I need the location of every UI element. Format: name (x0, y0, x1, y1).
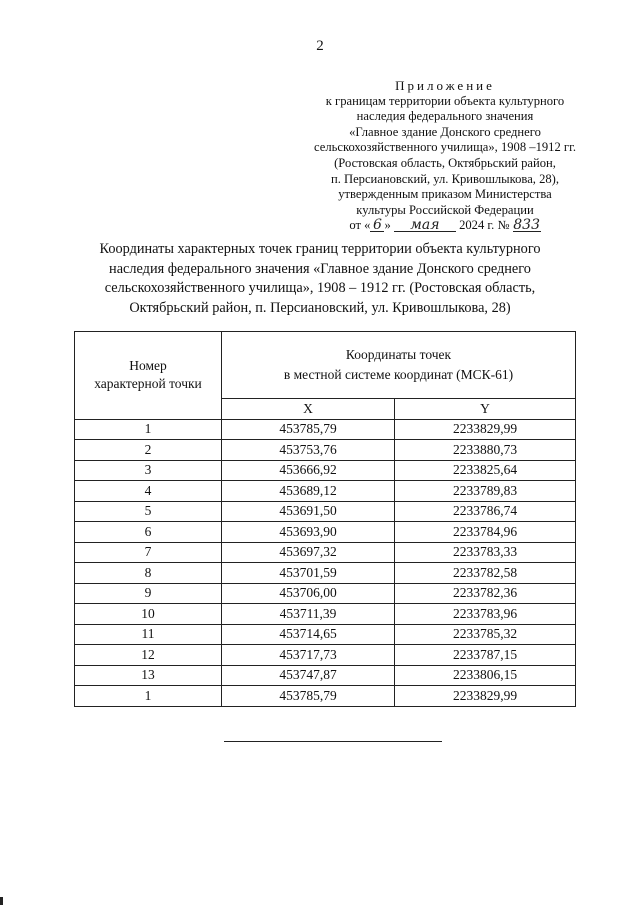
cell-point-number: 4 (75, 481, 222, 502)
page-number: 2 (316, 38, 324, 54)
cell-point-number: 3 (75, 460, 222, 481)
document-title (60, 240, 580, 318)
cell-x: 453666,92 (222, 460, 395, 481)
title-line: наследия федерального значения «Главное здание Донского среднего (109, 260, 531, 277)
table-row (75, 542, 576, 563)
cell-point-number: 7 (75, 542, 222, 563)
cell-y: 2233786,74 (395, 501, 576, 522)
cell-x: 453717,73 (222, 645, 395, 666)
cell-point-number: 5 (75, 501, 222, 522)
cell-y: 2233782,36 (395, 583, 576, 604)
table-row (75, 604, 576, 625)
table-row (75, 686, 576, 707)
cell-y: 2233829,99 (395, 686, 576, 707)
appendix-line: сельскохозяйственного училища», 1908 –1912 гг. (314, 140, 576, 155)
appendix-line: утвержденным приказом Министерства (338, 187, 552, 202)
header-x: X (222, 399, 395, 420)
table-row (75, 440, 576, 461)
header-number-line: Номер (129, 358, 167, 374)
title-line: Координаты характерных точек границ территории объекта культурного (99, 241, 541, 257)
appendix-block (300, 78, 590, 234)
cell-x: 453697,32 (222, 542, 395, 563)
header-coordinates (222, 332, 576, 399)
header-coords-line: в местной системе координат (МСК-61) (283, 367, 514, 382)
appendix-line: п. Персиановский, ул. Кривошлыкова, 28), (330, 171, 560, 186)
table-row (75, 460, 576, 481)
cell-x: 453701,59 (222, 563, 395, 584)
order-prefix: от « (349, 218, 371, 233)
order-quote-close: » (384, 218, 391, 233)
table-row (75, 563, 576, 584)
cell-y: 2233880,73 (395, 440, 576, 461)
cell-x: 453706,00 (222, 583, 395, 604)
table-row (75, 665, 576, 686)
cell-y: 2233789,83 (395, 481, 576, 502)
cell-point-number: 11 (75, 624, 222, 645)
cell-x: 453711,39 (222, 604, 395, 625)
appendix-heading: Приложение (395, 78, 495, 93)
end-divider (224, 741, 442, 742)
table-row (75, 583, 576, 604)
appendix-line: культуры Российской Федерации (356, 202, 534, 217)
cell-y: 2233783,96 (395, 604, 576, 625)
table-row (75, 481, 576, 502)
coordinates-table (74, 331, 576, 707)
cell-point-number: 9 (75, 583, 222, 604)
cell-point-number: 12 (75, 645, 222, 666)
header-point-number (75, 332, 222, 420)
cell-y: 2233784,96 (395, 522, 576, 543)
cell-y: 2233806,15 (395, 665, 576, 686)
header-y: Y (395, 399, 576, 420)
cell-x: 453689,12 (222, 481, 395, 502)
header-coords-line: Координаты точек (345, 347, 452, 362)
scan-mark (0, 897, 3, 905)
cell-point-number: 6 (75, 522, 222, 543)
cell-point-number: 1 (75, 419, 222, 440)
table-row (75, 645, 576, 666)
cell-y: 2233782,58 (395, 563, 576, 584)
cell-x: 453785,79 (222, 419, 395, 440)
order-line (300, 218, 590, 234)
cell-point-number: 8 (75, 563, 222, 584)
cell-point-number: 1 (75, 686, 222, 707)
cell-y: 2233829,99 (395, 419, 576, 440)
appendix-line: «Главное здание Донского среднего (349, 124, 541, 139)
cell-y: 2233825,64 (395, 460, 576, 481)
order-number: 833 (513, 217, 540, 234)
cell-x: 453714,65 (222, 624, 395, 645)
cell-x: 453747,87 (222, 665, 395, 686)
order-month: мая (394, 219, 456, 232)
title-line: Октябрьский район, п. Персиановский, ул. Кривошлыкова, 28) (129, 299, 511, 316)
cell-y: 2233783,33 (395, 542, 576, 563)
appendix-line: (Ростовская область, Октябрьский район, (334, 155, 556, 170)
title-line: сельскохозяйственного училища», 1908 – 1912 гг. (Ростовская область, (104, 280, 536, 296)
order-day: 6 (370, 219, 384, 232)
cell-point-number: 2 (75, 440, 222, 461)
appendix-line: наследия федерального значения (356, 109, 534, 124)
cell-point-number: 10 (75, 604, 222, 625)
cell-x: 453691,50 (222, 501, 395, 522)
table-row (75, 419, 576, 440)
header-number-line: характерной точки (94, 376, 202, 392)
table-row (75, 624, 576, 645)
table-row (75, 501, 576, 522)
order-year: 2024 г. № (459, 218, 510, 233)
cell-y: 2233787,15 (395, 645, 576, 666)
cell-x: 453785,79 (222, 686, 395, 707)
cell-x: 453693,90 (222, 522, 395, 543)
cell-x: 453753,76 (222, 440, 395, 461)
cell-point-number: 13 (75, 665, 222, 686)
table-row (75, 522, 576, 543)
cell-y: 2233785,32 (395, 624, 576, 645)
appendix-line: к границам территории объекта культурного (325, 93, 565, 108)
table-body (75, 419, 576, 706)
